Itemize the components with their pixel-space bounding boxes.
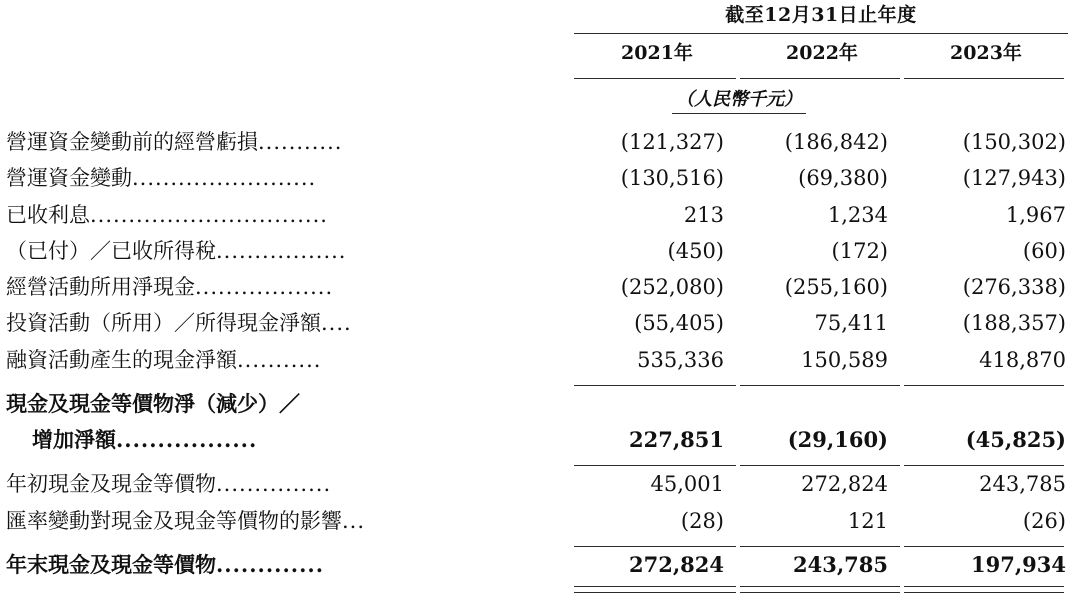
subtotal-leader-dots: ................. [116,427,258,452]
year-label-2022: 2022年 [786,42,858,64]
total-leader-dots: ............. [216,551,325,577]
total-value-2021: 272,824 [629,551,724,577]
row-value-2022: 121 [847,508,888,533]
subtotal-rule-row [6,378,1068,386]
row-value-2021: (28) [680,508,724,533]
year-header-rule-row [6,71,1068,79]
row-value-2023: (276,338) [962,275,1066,299]
post-subtotal-rule-2022 [740,458,904,466]
year-header-2021 [574,34,740,71]
table-row [6,124,1068,160]
total-rule-row [6,539,1068,547]
row-leader-dots: ... [342,508,366,533]
subtotal-rule-2023 [904,378,1068,386]
year-label-2021: 2021年 [621,42,693,64]
subtotal-label-text: 增加淨額 [32,427,116,452]
row-leader-dots: ............... [216,472,332,497]
rule-spacer-6 [6,583,574,593]
table-row [6,305,1068,341]
row-value-2023: 418,870 [979,347,1066,372]
row-label-text: 已收利息 [6,202,90,227]
row-value-2021: 535,336 [637,347,724,372]
table-row [6,503,1068,539]
table-row [6,269,1068,305]
period-title: 截至12月31日止年度 [725,4,917,26]
row-value-2022: 1,234 [827,202,888,227]
row-leader-dots: ................. [216,238,347,263]
row-value-2023: (60) [1022,238,1066,263]
row-label-text: 年初現金及現金等價物 [6,472,216,497]
subtotal-label-line2 [6,422,574,458]
year-rule-2022 [740,71,904,79]
subtotal-rule-2021 [574,378,740,386]
subtotal-rule-2022 [740,378,904,386]
row-value-2021: (55,405) [634,311,724,336]
row-label [6,197,574,233]
row-label [6,124,574,160]
row-label [6,466,574,502]
rule-spacer-2 [6,71,574,79]
row-leader-dots: .................. [195,275,334,299]
year-label-2023: 2023年 [950,42,1022,64]
row-value-2022: (186,842) [784,130,888,154]
row-value-2022: (172) [831,238,888,263]
row-value-2023: (150,302) [962,130,1066,154]
currency-note-text: （人民幣千元） [672,85,806,114]
total-label-text: 年末現金及現金等價物 [6,551,216,577]
rule-spacer-3 [6,378,574,386]
total-rule-2023 [904,539,1068,547]
row-label [6,160,574,196]
row-value-2021: (130,516) [620,166,724,191]
currency-note [574,79,904,118]
subtotal-value-2023: (45,825) [965,427,1066,452]
table-row [6,197,1068,233]
row-leader-dots: ............................... [90,202,328,227]
row-value-2022: (69,380) [798,166,888,191]
table-row [6,342,1068,378]
subtotal-label-line1: 現金及現金等價物淨（減少）／ [6,390,300,416]
table-row [6,466,1068,502]
total-double-rule-2022 [740,583,904,593]
row-value-2021: 45,001 [650,472,724,497]
row-value-2023: 1,967 [1005,202,1066,227]
subtotal-value-2021: 227,851 [629,427,724,452]
row-value-2021: 213 [683,202,724,227]
row-label [6,269,574,305]
row-label-text: 匯率變動對現金及現金等價物的影響 [6,508,342,533]
row-label [6,342,574,378]
row-value-2021: (252,080) [620,275,724,299]
row-value-2023: (188,357) [962,311,1066,336]
total-double-rule-row [6,583,1068,593]
subtotal-pad-2021 [574,386,740,422]
row-value-2021: (121,327) [620,130,724,154]
post-subtotal-rule-2023 [904,458,1068,466]
row-value-2023: (26) [1022,508,1066,533]
row-label [6,305,574,341]
row-label-text: 投資活動（所用）／所得現金淨額 [6,311,321,336]
row-label-text: 經營活動所用淨現金 [6,275,195,299]
subtotal-pad-2023 [904,386,1068,422]
row-value-2021: (450) [667,238,724,263]
table-row [6,160,1068,196]
period-header-row [6,0,1068,32]
row-value-2022: (255,160) [784,275,888,299]
row-value-2022: 150,589 [801,347,888,372]
row-leader-dots: ........... [237,347,322,372]
total-label [6,547,574,583]
post-subtotal-rule-row [6,458,1068,466]
total-value-2023: 197,934 [971,551,1066,577]
row-label [6,233,574,269]
year-header-row [6,34,1068,71]
year-header-2023 [904,34,1068,71]
row-label-text: 營運資金變動 [6,166,132,191]
row-label-text: 融資活動產生的現金淨額 [6,347,237,372]
total-rule-2021 [574,539,740,547]
subtotal-pad-2022 [740,386,904,422]
year-rule-2023 [904,71,1068,79]
row-leader-dots: ........... [258,130,343,154]
total-double-rule-2021 [574,583,740,593]
total-value-2022: 243,785 [793,551,888,577]
row-value-2023: (127,943) [962,166,1066,191]
post-subtotal-rule-2021 [574,458,740,466]
rule-spacer-5 [6,539,574,547]
cash-flow-table [6,0,1068,593]
empty-corner [6,0,574,32]
row-leader-dots: ........................ [132,166,317,191]
row-value-2023: 243,785 [979,472,1066,497]
table-row [6,233,1068,269]
empty-corner-3 [6,79,574,118]
row-label [6,503,574,539]
rule-spacer-4 [6,458,574,466]
total-double-rule-2023 [904,583,1068,593]
row-label-text: 營運資金變動前的經營虧損 [6,130,258,154]
year-header-2022 [740,34,904,71]
subtotal-value-2022: (29,160) [787,427,888,452]
year-rule-2021 [574,71,740,79]
currency-note-row [6,79,1068,118]
empty-corner-2 [6,34,574,71]
row-label-text: （已付）／已收所得稅 [6,238,216,263]
total-rule-2022 [740,539,904,547]
subtotal-row [6,422,1068,458]
subtotal-row-line1 [6,386,1068,422]
row-value-2022: 75,411 [814,311,888,336]
currency-note-pad [904,79,1068,118]
row-leader-dots: .... [321,311,352,336]
total-row [6,547,1068,583]
row-value-2022: 272,824 [801,472,888,497]
